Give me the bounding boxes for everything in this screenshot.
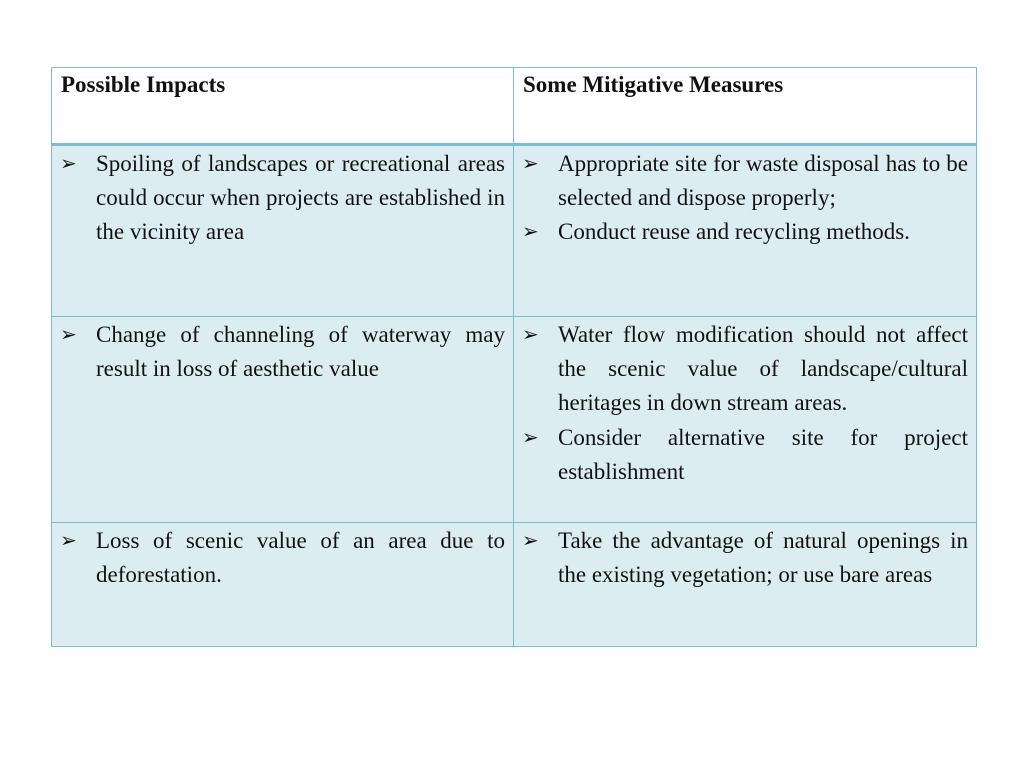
measure-text: Water flow modification should not affect the scenic value of landscape/cultural heritages in down stream areas. xyxy=(558,322,968,416)
header-mitigative-measures: Some Mitigative Measures xyxy=(514,68,977,145)
arrow-bullet-icon: ➢ xyxy=(522,426,539,449)
arrow-bullet-icon: ➢ xyxy=(522,324,539,346)
list-item xyxy=(60,147,505,250)
list-item xyxy=(522,147,968,215)
list-item xyxy=(522,215,968,249)
measures-cell xyxy=(514,317,977,523)
list-item xyxy=(60,524,505,592)
arrow-bullet-icon: ➢ xyxy=(522,153,539,175)
impacts-table xyxy=(51,67,977,647)
impact-cell xyxy=(52,523,514,647)
impact-text: Loss of scenic value of an area due to deforestation. xyxy=(96,528,505,588)
arrow-bullet-icon: ➢ xyxy=(60,153,77,175)
table-row xyxy=(52,523,977,647)
list-item xyxy=(60,318,505,386)
list-item xyxy=(522,421,968,489)
table-row xyxy=(52,317,977,523)
list-item xyxy=(522,524,968,592)
impact-text: Spoiling of landscapes or recreational areas could occur when projects are established in the vicinity area xyxy=(96,151,505,245)
measures-cell xyxy=(514,145,977,317)
arrow-bullet-icon: ➢ xyxy=(522,221,539,244)
list-item xyxy=(522,318,968,421)
impact-text: Change of channeling of waterway may result in loss of aesthetic value xyxy=(96,322,505,382)
impact-cell xyxy=(52,145,514,317)
arrow-bullet-icon: ➢ xyxy=(522,530,539,552)
header-possible-impacts: Possible Impacts xyxy=(52,68,514,145)
measure-text: Conduct reuse and recycling methods. xyxy=(558,219,910,245)
arrow-bullet-icon: ➢ xyxy=(60,324,77,346)
header-row xyxy=(52,68,977,145)
table-row xyxy=(52,145,977,317)
measure-text: Consider alternative site for project establishment xyxy=(558,424,968,484)
measure-text: Appropriate site for waste disposal has to be selected and dispose properly; xyxy=(558,151,968,211)
impact-cell xyxy=(52,317,514,523)
measure-text: Take the advantage of natural openings in the existing vegetation; or use bare areas xyxy=(558,528,968,588)
arrow-bullet-icon: ➢ xyxy=(60,530,77,552)
measures-cell xyxy=(514,523,977,647)
